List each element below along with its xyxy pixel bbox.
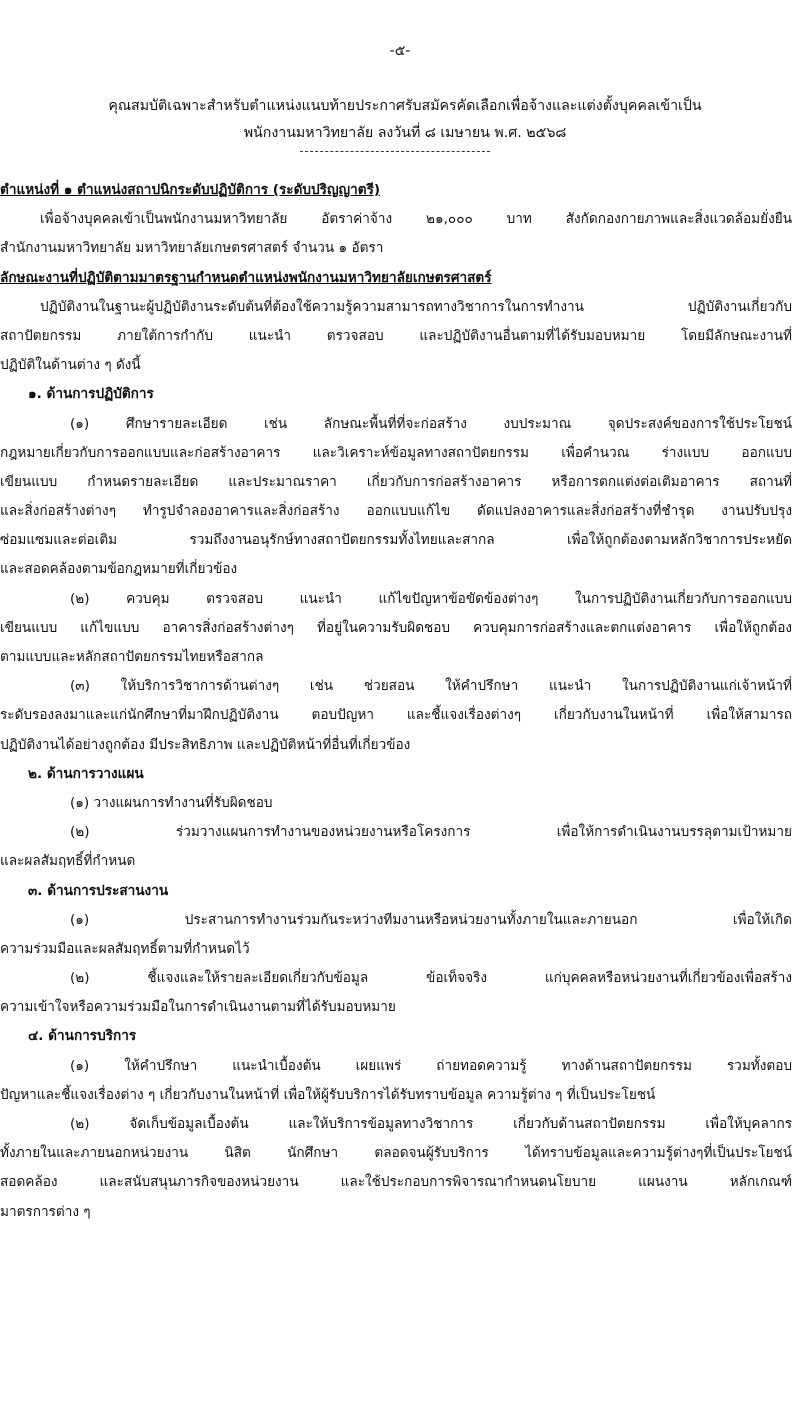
section-title: ๓. ด้านการประสานงาน <box>28 882 169 899</box>
work-title: ลักษณะงานที่ปฏิบัติตามมาตรฐานกำหนดตำแหน่งพนักงานมหาวิทยาลัยเกษตรศาสตร์ <box>0 269 492 286</box>
section-item-line: ปัญหาและชี้แจงเรื่องต่าง ๆ เกี่ยวกับงานในหน้าที่ เพื่อให้ผู้รับบริการได้รับทราบข้อมูล ความรู้ต่าง ๆ ที่เป็นประโยชน์ <box>0 1086 656 1103</box>
intro-line: เพื่อจ้างบุคคลเข้าเป็นพนักงานมหาวิทยาลัย อัตราค่าจ้าง ๒๑,๐๐๐ บาท สังกัดกองกายภาพและสิ่งแวดล้อมยั่งยืน <box>40 211 792 228</box>
section-title: ๒. ด้านการวางแผน <box>28 765 144 782</box>
section-title: ๑. ด้านการปฏิบัติการ <box>28 386 154 403</box>
section-item-line: ตามแบบและหลักสถาปัตยกรรมไทยหรือสากล <box>0 649 264 665</box>
section-item-line: (๒) ร่วมวางแผนการทำงานของหน่วยงานหรือโครงการ เพื่อให้การดำเนินงานบรรลุตามเป้าหมาย <box>70 824 792 841</box>
position-title <box>0 176 792 205</box>
section-title: ๔. ด้านการบริการ <box>28 1028 137 1045</box>
header-line-2: พนักงานมหาวิทยาลัย ลงวันที่ ๘ เมษายน พ.ศ. ๒๕๖๘ <box>243 125 567 141</box>
section-item-line: (๑) ประสานการทำงานร่วมกันระหว่างทีมงานหรือหน่วยงานทั้งภายในและภายนอก เพื่อให้เกิด <box>70 911 792 928</box>
section-item-line: (๒) จัดเก็บข้อมูลเบื้องต้น และให้บริการข้อมูลทางวิชาการ เกี่ยวกับด้านสถาปัตยกรรม เพื่อให้บุคลากร <box>70 1116 792 1132</box>
section-item-line: ความร่วมมือและผลสัมฤทธิ์ตามที่กำหนดไว้ <box>0 940 250 957</box>
section-item-line: ปฏิบัติงานได้อย่างถูกต้อง มีประสิทธิภาพ และปฏิบัติหน้าที่อื่นที่เกี่ยวข้อง <box>0 736 411 753</box>
header-line-1: คุณสมบัติเฉพาะสำหรับตำแหน่งแนบท้ายประกาศรับสมัครคัดเลือกเพื่อจ้างและแต่งตั้งบุคคลเข้าเป็น <box>108 98 702 114</box>
section-item-line: สอดคล้อง และสนับสนุนภารกิจของหน่วยงาน และใช้ประกอบการพิจารณากำหนดนโยบาย แผนงาน หลักเกณฑ์ <box>0 1174 792 1191</box>
intro-line: สำนักงานมหาวิทยาลัย มหาวิทยาลัยเกษตรศาสตร์ จำนวน ๑ อัตรา <box>0 240 384 257</box>
section-item-line: ความเข้าใจหรือความร่วมมือในการดำเนินงานตามที่ได้รับมอบหมาย <box>0 999 396 1016</box>
section-item-line: (๑) ศึกษารายละเอียด เช่น ลักษณะพื้นที่ที่จะก่อสร้าง งบประมาณ จุดประสงค์ของการใช้ประโยชน์ <box>70 415 792 432</box>
work-desc-line: สถาปัตยกรรม ภายใต้การกำกับ แนะนำ ตรวจสอบ และปฏิบัติงานอื่นตามที่ได้รับมอบหมาย โดยมีลักษณะงานที่ <box>0 327 792 344</box>
section-item-line: ระดับรองลงมาและแก่นักศึกษาที่มาฝึกปฏิบัติงาน ตอบปัญหา และชี้แจงเรื่องต่างๆ เกี่ยวกับงานในหน้าที่ เพื่อให้สามารถ <box>0 707 792 724</box>
section-item-line: (๒) ควบคุม ตรวจสอบ แนะนำ แก้ไขปัญหาข้อขัดข้องต่างๆ ในการปฏิบัติงานเกี่ยวกับการออกแบบ <box>70 590 792 607</box>
section-item-line: ซ่อมแซมและต่อเติม รวมถึงงานอนุรักษ์ทางสถาปัตยกรรมทั้งไทยและสากล เพื่อให้ถูกต้องตามหลักวิชาการประหยัด <box>0 532 792 549</box>
section-item-line: (๑) วางแผนการทำงานที่รับผิดชอบ <box>70 794 273 811</box>
section-item-line: (๑) ให้คำปรึกษา แนะนำเบื้องต้น เผยแพร่ ถ่ายทอดความรู้ ทางด้านสถาปัตยกรรม รวมทั้งตอบ <box>70 1057 792 1074</box>
section-item-line: (๒) ชี้แจงและให้รายละเอียดเกี่ยวกับข้อมูล ข้อเท็จจริง แก่บุคคลหรือหน่วยงานที่เกี่ยวข้องเพื่อสร้าง <box>70 970 792 987</box>
sections <box>0 380 792 1226</box>
section-item-line: กฎหมายเกี่ยวกับการออกแบบและก่อสร้างอาคาร และวิเคราะห์ข้อมูลทางสถาปัตยกรรม เพื่อคำนวณ ร่างแบบ ออกแบบ <box>0 444 792 461</box>
section-item-line: เขียนแบบ แก้ไขแบบ อาคารสิ่งก่อสร้างต่างๆ ที่อยู่ในความรับผิดชอบ ควบคุมการก่อสร้างและตกแต่งอาคาร เพื่อให้ถูกต้อง <box>0 619 792 636</box>
work-desc-line: ปฏิบัติงานในฐานะผู้ปฏิบัติงานระดับต้นที่ต้องใช้ความรู้ความสามารถทางวิชาการในการทำงาน ปฏิบัติงานเกี่ยวกับ <box>40 298 792 315</box>
section-item-line: (๓) ให้บริการวิชาการด้านต่างๆ เช่น ช่วยสอน ให้คำปรึกษา แนะนำ ในการปฏิบัติงานแก่เจ้าหน้าที่ <box>70 678 792 695</box>
section-item-line: และสอดคล้องตามข้อกฎหมายที่เกี่ยวข้อง <box>0 561 238 578</box>
section-item-line: และสิ่งก่อสร้างต่างๆ ทำรูปจำลองอาคารและสิ่งก่อสร้าง ออกแบบแก้ไข ดัดแปลงอาคารและสิ่งก่อสร้างที่ชำรุด งานปรับปรุง <box>0 503 792 520</box>
document-body <box>0 176 792 1227</box>
document-header <box>40 93 770 147</box>
section-item-line: มาตรการต่าง ๆ <box>0 1203 91 1220</box>
position-title-text: ตำแหน่งที่ ๑ ตำแหน่งสถาปนิกระดับปฏิบัติการ (ระดับปริญญาตรี) <box>0 182 381 198</box>
header-separator <box>300 151 490 152</box>
work-desc-line: ปฏิบัติในด้านต่าง ๆ ดังนี้ <box>0 357 141 374</box>
section-item-line: เขียนแบบ กำหนดรายละเอียด และประมาณราคา เกี่ยวกับการก่อสร้างอาคาร หรือการตกแต่งต่อเติมอาคาร สถานที่ <box>0 473 792 490</box>
section-item-line: ทั้งภายในและภายนอกหน่วยงาน นิสิต นักศึกษา ตลอดจนผู้รับบริการ ได้ทราบข้อมูลและความรู้ต่างๆที่เป็นประโยชน์ <box>0 1145 792 1162</box>
page-number: -๕- <box>389 43 411 59</box>
section-item-line: และผลสัมฤทธิ์ที่กำหนด <box>0 853 136 870</box>
